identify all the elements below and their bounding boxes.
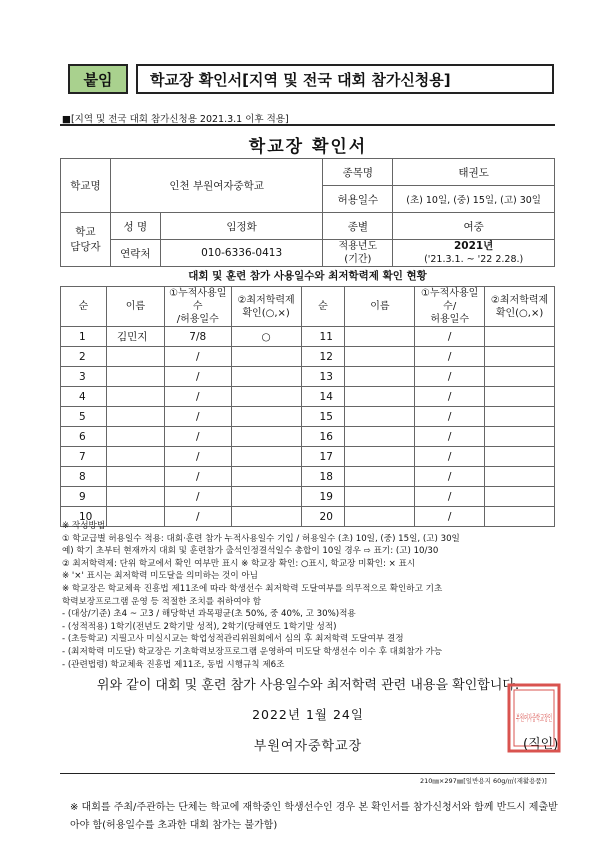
cell-no-left: 8: [61, 467, 107, 487]
col-header-no-right: 순: [301, 287, 345, 327]
cell-days-right: /: [415, 507, 485, 527]
footer-note: ※ 대회를 주최/주관하는 단체는 학교에 재학중인 학생선수인 경우 본 확인서를 참가신청서와 함께 반드시 제출받아야 함(허용일수를 초과한 대회 참가는 불가함): [70, 802, 558, 831]
cell-days-left: /: [164, 407, 231, 427]
cell-name-left: [106, 367, 164, 387]
note-line: - (대상/기준) 초4 ~ 고3 / 해당학년 과목평균(초 50%, 중 40%, 고 30%)적용: [62, 609, 356, 620]
cell-check-left: [231, 407, 301, 427]
cell-check-right: [485, 327, 555, 347]
cell-no-right: 12: [301, 347, 345, 367]
table-row: [61, 367, 555, 387]
table-row: [61, 427, 555, 447]
cell-days-left: 7/8: [164, 327, 231, 347]
cell-no-right: 11: [301, 327, 345, 347]
allowed-days-value: (초) 10일, (중) 15일, (고) 30일: [393, 186, 555, 213]
note-line: - (초등학교) 지필고사 미실시교는 학업성적관리위원회에서 심의 후 최저학력 도달여부 결정: [62, 634, 404, 645]
cell-name-right: [345, 487, 415, 507]
cell-days-left: /: [164, 387, 231, 407]
cell-name-right: [345, 407, 415, 427]
applicability-note: ■[지역 및 전국 대회 참가신청용 2021.3.1 이후 적용]: [62, 114, 289, 125]
table-row: [61, 487, 555, 507]
seal-label: (직인): [523, 737, 559, 752]
cell-name-left: [106, 407, 164, 427]
note-line: 예) 학기 초부터 현재까지 대회 및 훈련참가 출석인정결석일수 총합이 10일 경우 ⇨ 표기: (고) 10/30: [62, 546, 439, 557]
year-value: 2021년: [453, 240, 494, 252]
cell-check-left: [231, 347, 301, 367]
section-subheading: 대회 및 훈련 참가 사용일수와 최저학력제 확인 현황: [188, 270, 427, 282]
cell-check-left: [231, 387, 301, 407]
cell-no-right: 15: [301, 407, 345, 427]
year-period: ('21.3.1. ~ '22 2.28.): [424, 254, 524, 265]
cell-days-right: /: [415, 427, 485, 447]
cell-no-left: 1: [61, 327, 107, 347]
cell-check-left: [231, 467, 301, 487]
cell-no-right: 16: [301, 427, 345, 447]
cell-days-right: /: [415, 467, 485, 487]
divider-bottom: [60, 773, 555, 774]
cell-name-right: [345, 447, 415, 467]
cell-no-right: 14: [301, 387, 345, 407]
name-label: 성 명: [110, 213, 160, 240]
cell-check-right: [485, 467, 555, 487]
cell-name-right: [345, 367, 415, 387]
cell-check-right: [485, 487, 555, 507]
cell-no-left: 9: [61, 487, 107, 507]
cell-name-left: 김민지: [106, 327, 164, 347]
cell-name-right: [345, 467, 415, 487]
page-title: 학교장 확인서: [248, 137, 368, 157]
cell-check-right: [485, 347, 555, 367]
cell-check-right: [485, 447, 555, 467]
attachment-badge: 붙임: [68, 64, 128, 94]
participation-table: [60, 286, 555, 527]
cell-days-right: /: [415, 387, 485, 407]
cell-no-left: 5: [61, 407, 107, 427]
cell-name-left: [106, 347, 164, 367]
cell-name-right: [345, 387, 415, 407]
cell-name-right: [345, 327, 415, 347]
cell-check-right: [485, 367, 555, 387]
col-header-check-right: ②최저학력제 확인(○,×): [485, 287, 555, 327]
contact-label: 연락처: [110, 240, 160, 267]
cell-no-right: 18: [301, 467, 345, 487]
category-label: 종별: [323, 213, 393, 240]
table-row: [61, 447, 555, 467]
cell-days-left: /: [164, 487, 231, 507]
event-label: 종목명: [323, 159, 393, 186]
seal-lettering: 부원여자중학교장인: [516, 714, 595, 724]
cell-no-left: 4: [61, 387, 107, 407]
cell-no-left: 2: [61, 347, 107, 367]
cell-no-left: 3: [61, 367, 107, 387]
note-line: ※ 학교장은 학교체육 진흥법 제11조에 따라 학생선수 최저학력 도달여부를 의무적으로 확인하고 기초: [62, 583, 443, 594]
cell-days-left: /: [164, 427, 231, 447]
year-cell: [393, 240, 555, 267]
note-line: - (관련법령) 학교체육 진흥법 제11조, 동법 시행규칙 제6조: [62, 659, 285, 670]
col-header-name: 이름: [106, 287, 164, 327]
cell-days-right: /: [415, 327, 485, 347]
note-line: 학력보장프로그램 운영 등 적절한 조치를 취하여야 함: [62, 596, 262, 607]
cell-days-right: /: [415, 347, 485, 367]
cell-days-left: /: [164, 507, 231, 527]
name-value: 임정화: [160, 213, 323, 240]
col-header-days-right: ①누적사용일수/ 허용일수: [415, 287, 485, 327]
cell-no-right: 20: [301, 507, 345, 527]
instructions: [62, 520, 562, 671]
year-label: 적용년도 (기간): [323, 240, 393, 267]
cell-name-left: [106, 467, 164, 487]
paper-spec: 210㎜×297㎜[일반용지 60g/㎡(재활용품)]: [420, 777, 547, 785]
category-value: 여중: [393, 213, 555, 240]
note-line: - (최저학력 미도달) 학교장은 기초학력보장프로그램 운영하여 미도달 학생선수 이수 후 대회참가 가능: [62, 646, 443, 657]
cell-check-left: [231, 447, 301, 467]
cell-name-left: [106, 427, 164, 447]
cell-check-left: ○: [231, 327, 301, 347]
cell-check-left: [231, 367, 301, 387]
cell-name-right: [345, 427, 415, 447]
divider: [60, 124, 555, 126]
cell-check-right: [485, 387, 555, 407]
school-label: 학교명: [61, 159, 111, 213]
cell-days-left: /: [164, 447, 231, 467]
cell-check-left: [231, 487, 301, 507]
cell-no-right: 19: [301, 487, 345, 507]
cell-no-right: 13: [301, 367, 345, 387]
cell-check-right: [485, 427, 555, 447]
col-header-days: ①누적사용일수 /허용일수: [164, 287, 231, 327]
cell-days-right: /: [415, 367, 485, 387]
cell-days-right: /: [415, 487, 485, 507]
note-line: ① 학교급별 허용일수 적용: 대회·훈련 참가 누적사용일수 기입 / 허용일수 (초) 10일, (중) 15일, (고) 30일: [62, 533, 460, 544]
school-value: 인천 부원여자중학교: [110, 159, 323, 213]
document-header-title: 학교장 확인서[지역 및 전국 대회 참가신청용]: [136, 64, 554, 94]
table-row: [61, 387, 555, 407]
note-line: - (성적적용) 1학기(전년도 2학기말 성적), 2학기(당해연도 1학기말 성적): [62, 621, 337, 632]
col-header-no: 순: [61, 287, 107, 327]
event-value: 태권도: [393, 159, 555, 186]
col-header-check: ②최저학력제 확인(○,×): [231, 287, 301, 327]
table-row: [61, 407, 555, 427]
cell-no-left: 7: [61, 447, 107, 467]
signer-title: 부원여자중학교장: [253, 739, 363, 754]
cell-no-left: 10: [61, 507, 107, 527]
manager-label: 학교 담당자: [61, 213, 111, 267]
confirmation-statement: 위와 같이 대회 및 훈련 참가 사용일수와 최저학력 관련 내용을 확인합니다.: [96, 678, 520, 693]
cell-days-left: /: [164, 347, 231, 367]
issue-date: 2022년 1월 24일: [252, 707, 364, 722]
note-line: ※ 작성방법: [62, 521, 106, 531]
cell-days-right: /: [415, 407, 485, 427]
cell-days-right: /: [415, 447, 485, 467]
cell-check-right: [485, 407, 555, 427]
cell-check-left: [231, 427, 301, 447]
cell-name-left: [106, 387, 164, 407]
allowed-days-label: 허용일수: [323, 186, 393, 213]
cell-name-right: [345, 347, 415, 367]
cell-name-left: [106, 487, 164, 507]
cell-days-left: /: [164, 467, 231, 487]
cell-name-left: [106, 447, 164, 467]
table-row: [61, 347, 555, 367]
note-line: ※ '×' 표시는 최저학력 미도달을 의미하는 것이 아님: [62, 571, 258, 582]
cell-no-left: 6: [61, 427, 107, 447]
col-header-name-right: 이름: [345, 287, 415, 327]
school-info-table: [60, 158, 555, 267]
table-row: [61, 327, 555, 347]
contact-value: 010-6336-0413: [160, 240, 323, 267]
cell-days-left: /: [164, 367, 231, 387]
cell-no-right: 17: [301, 447, 345, 467]
note-line: ② 최저학력제: 단위 학교에서 확인 여부만 표시 ※ 학교장 확인: ○표시, 학교장 미확인: × 표시: [62, 558, 416, 569]
table-row: [61, 467, 555, 487]
